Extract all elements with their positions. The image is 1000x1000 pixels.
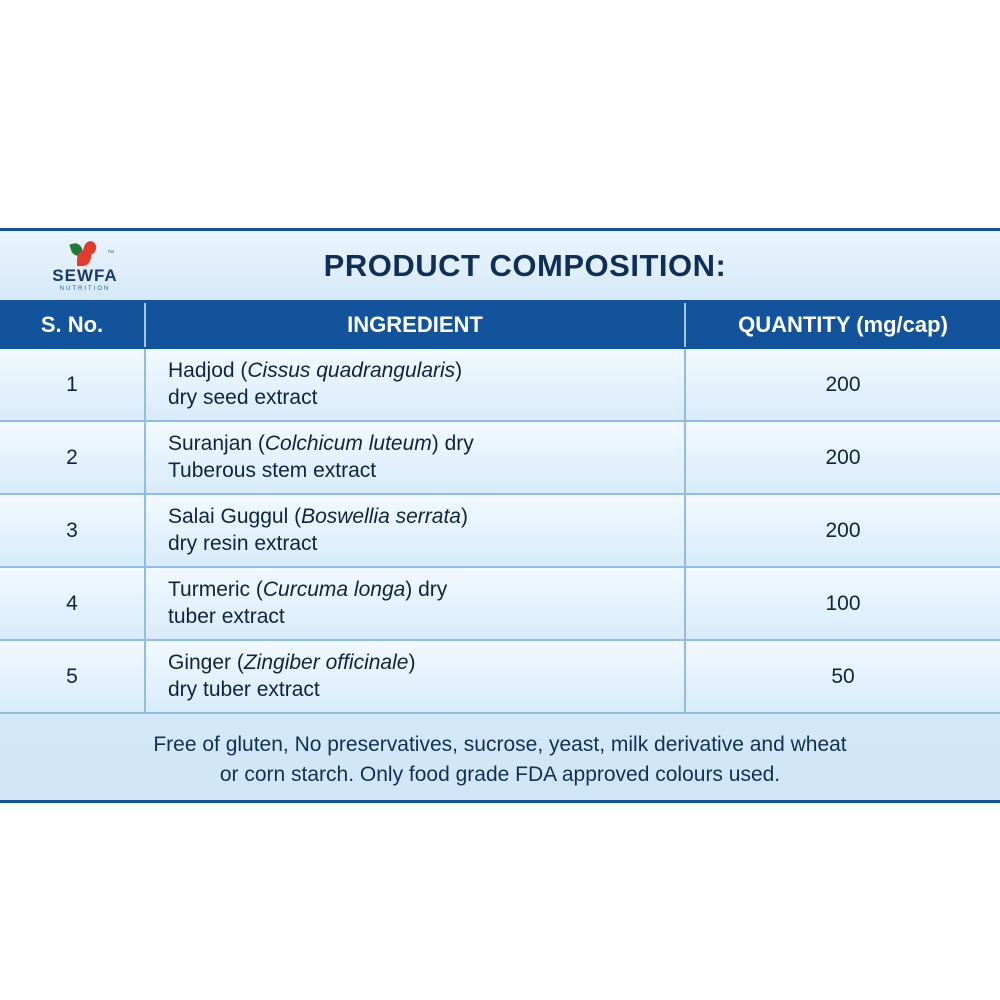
ingredient-name-line2: dry seed extract: [168, 385, 318, 409]
cell-sno: 4: [0, 567, 145, 640]
footnote: [0, 714, 1000, 791]
cell-quantity: 200: [685, 494, 1000, 567]
column-header-sno: S. No.: [0, 303, 145, 348]
ingredient-name-line2: dry tuber extract: [168, 677, 320, 701]
brand-tagline: NUTRITION: [59, 285, 111, 292]
footnote-line-2: or corn starch. Only food grade FDA approved colours used.: [219, 763, 781, 787]
cell-sno: 3: [0, 494, 145, 567]
ingredient-name-line2: dry resin extract: [168, 531, 318, 555]
ingredient-name-part1: Turmeric (: [168, 578, 263, 602]
flower-leaf-icon: [68, 240, 114, 266]
card-title-bar: [0, 231, 1000, 303]
ingredient-name-part2: ): [408, 651, 416, 675]
table-row: [0, 421, 1000, 494]
ingredient-name-part2: ): [460, 505, 468, 529]
cell-ingredient: [145, 567, 685, 640]
cell-ingredient: [145, 348, 685, 421]
ingredient-name-line2: Tuberous stem extract: [168, 458, 377, 482]
ingredient-scientific-name: Zingiber officinale: [243, 651, 409, 675]
column-header-quantity: QUANTITY (mg/cap): [685, 303, 1000, 348]
column-header-ingredient: INGREDIENT: [145, 303, 685, 348]
trademark-symbol: ™: [107, 249, 114, 257]
cell-sno: 2: [0, 421, 145, 494]
composition-table: [0, 303, 1000, 714]
product-composition-card: [0, 228, 1000, 803]
leaf-shape-red-2: [82, 239, 98, 256]
ingredient-scientific-name: Curcuma longa: [262, 578, 406, 602]
ingredient-name-part1: Suranjan (: [168, 432, 265, 456]
cell-ingredient: [145, 421, 685, 494]
table-row: [0, 494, 1000, 567]
cell-quantity: 100: [685, 567, 1000, 640]
table-row: [0, 348, 1000, 421]
cell-sno: 1: [0, 348, 145, 421]
cell-ingredient: [145, 494, 685, 567]
cell-quantity: 50: [685, 640, 1000, 713]
ingredient-scientific-name: Colchicum luteum: [264, 432, 432, 456]
ingredient-scientific-name: Boswellia serrata: [301, 505, 461, 529]
cell-quantity: 200: [685, 348, 1000, 421]
table-row: [0, 640, 1000, 713]
brand-logo: [0, 240, 170, 292]
ingredient-name-part1: Salai Guggul (: [168, 505, 302, 529]
ingredient-name-part2: ) dry: [405, 578, 448, 602]
ingredient-name-part1: Hadjod (: [168, 359, 248, 383]
ingredient-name-part1: Ginger (: [168, 651, 244, 675]
ingredient-name-part2: ): [455, 359, 463, 383]
brand-name: SEWFA: [52, 265, 118, 285]
footnote-line-1: Free of gluten, No preservatives, sucrose, yeast, milk derivative and wheat: [153, 733, 847, 756]
cell-quantity: 200: [685, 421, 1000, 494]
table-row: [0, 567, 1000, 640]
ingredient-name-part2: ) dry: [431, 432, 474, 456]
table-header-row: [0, 303, 1000, 348]
ingredient-scientific-name: Cissus quadrangularis: [247, 359, 456, 383]
cell-ingredient: [145, 640, 685, 713]
cell-sno: 5: [0, 640, 145, 713]
ingredient-name-line2: tuber extract: [168, 604, 285, 628]
page-title: PRODUCT COMPOSITION:: [323, 247, 727, 283]
